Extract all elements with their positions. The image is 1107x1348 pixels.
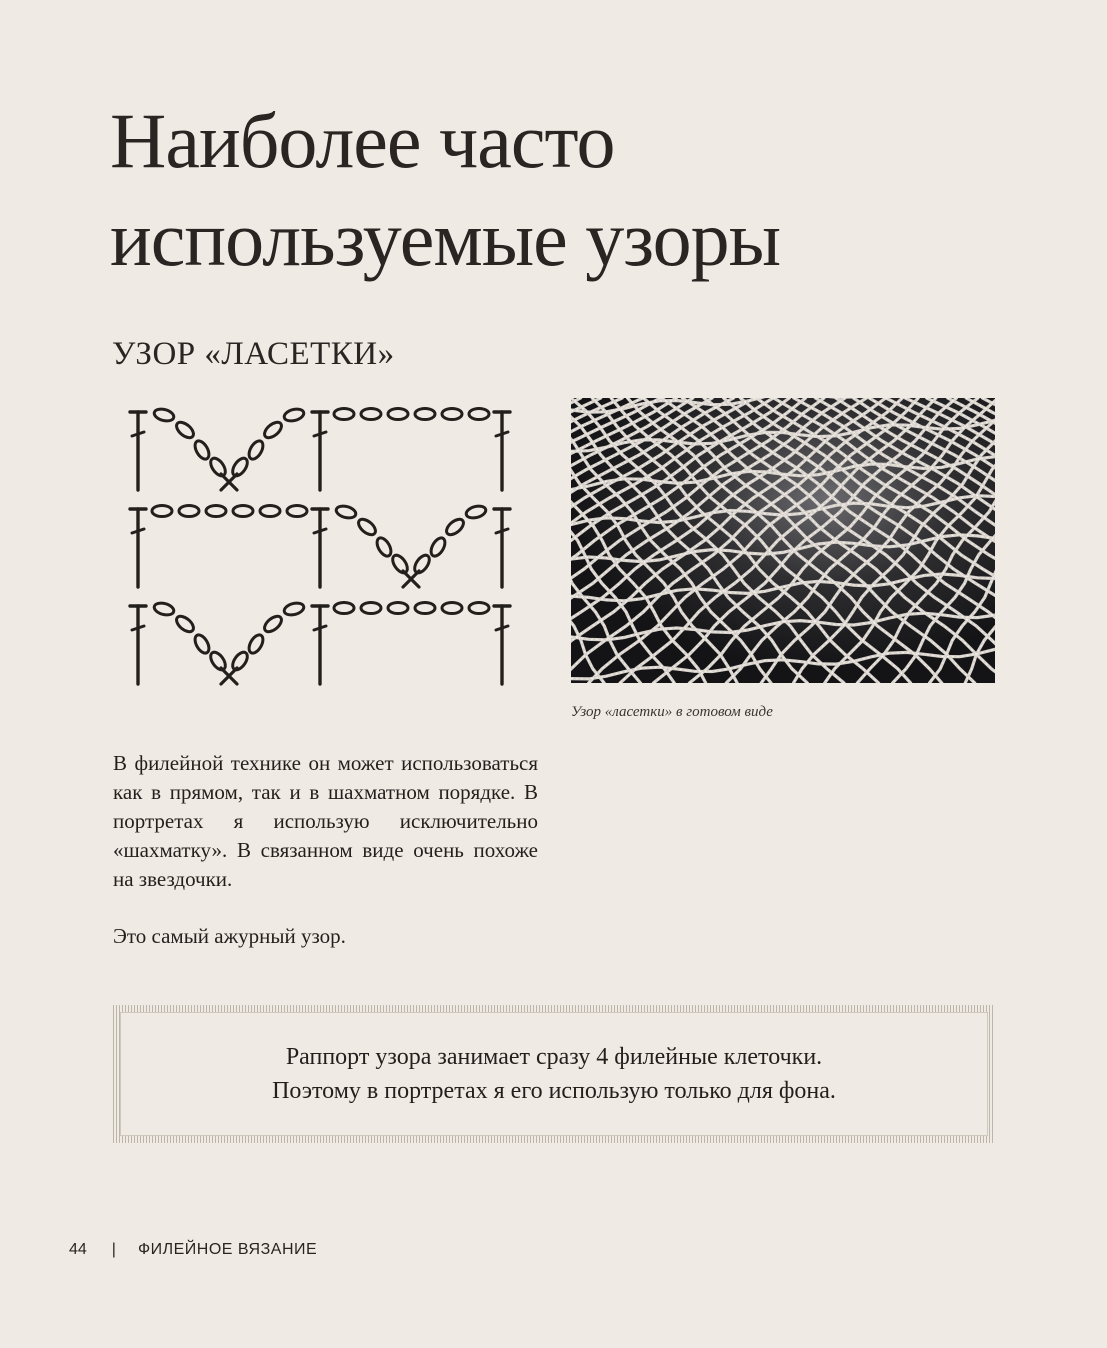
chain-stitch [233,506,253,517]
chain-stitch [356,516,378,537]
lacet-pattern-photo [571,398,995,683]
chain-stitch [230,456,250,479]
body-paragraph-2: Это самый ажурный узор. [113,924,346,948]
note-line-2: Поэтому в портретах я его использую только для фона. [272,1078,836,1104]
chain-stitch [262,419,284,440]
chain-stitch [374,536,394,559]
double-crochet-crossbar [132,432,144,436]
section-heading: УЗОР «ЛАСЕТКИ» [112,336,395,372]
footer-separator: | [111,1241,116,1258]
note-line-1: Раппорт узора занимает сразу 4 филейные клеточки. [285,1044,823,1070]
chain-stitch [388,603,408,614]
chain-stitch [390,553,410,576]
chain-stitch [260,506,280,517]
double-crochet-crossbar [314,626,326,630]
chain-stitch [442,409,462,420]
double-crochet-crossbar [496,529,508,533]
chain-stitch [415,603,435,614]
crochet-chart-diagram [128,402,514,692]
chain-stitch [283,407,305,423]
double-crochet-crossbar [132,529,144,533]
chain-stitch [361,603,381,614]
double-crochet-crossbar [132,626,144,630]
chain-stitch [412,553,432,576]
chain-stitch [153,407,175,423]
chain-stitch [283,601,305,617]
page-number: 44 [69,1241,87,1258]
body-paragraph-1: В филейной технике он может использоваться как в прямом, так и в шахматном порядке. В портретах я использую исключительно «шахматку». В связанном виде очень похоже на звездочки. [113,751,538,891]
chain-stitch [192,633,212,656]
page-title-line-1: Наиболее часто [110,97,615,184]
chain-stitch [152,506,172,517]
note-box [113,1005,995,1143]
chain-stitch [415,409,435,420]
chain-stitch [361,409,381,420]
chain-stitch [469,603,489,614]
photo-caption: Узор «ласетки» в готовом виде [571,704,773,720]
chain-stitch [334,603,354,614]
chain-stitch [153,601,175,617]
chain-stitch [179,506,199,517]
chain-stitch [174,613,196,634]
chain-stitch [335,504,357,520]
chain-stitch [442,603,462,614]
body-text [113,749,538,951]
lacet-mesh-image [571,398,995,683]
page-title-line-2: используемые узоры [110,195,780,282]
chain-stitch [246,439,266,462]
chain-stitch [465,504,487,520]
double-crochet-crossbar [314,432,326,436]
chain-stitch [444,516,466,537]
chain-stitch [469,409,489,420]
chain-stitch [334,409,354,420]
chain-stitch [192,439,212,462]
page-title [110,92,1010,288]
chain-stitch [388,409,408,420]
chain-stitch [428,536,448,559]
running-title: ФИЛЕЙНОЕ ВЯЗАНИЕ [137,1241,318,1258]
chain-stitch [206,506,226,517]
double-crochet-crossbar [314,529,326,533]
chain-stitch [208,456,228,479]
page-footer [69,1241,317,1259]
chain-stitch [174,419,196,440]
double-crochet-crossbar [496,432,508,436]
chain-stitch [287,506,307,517]
double-crochet-crossbar [496,626,508,630]
chain-stitch [230,650,250,673]
chain-stitch [246,633,266,656]
chain-stitch [262,613,284,634]
chain-stitch [208,650,228,673]
